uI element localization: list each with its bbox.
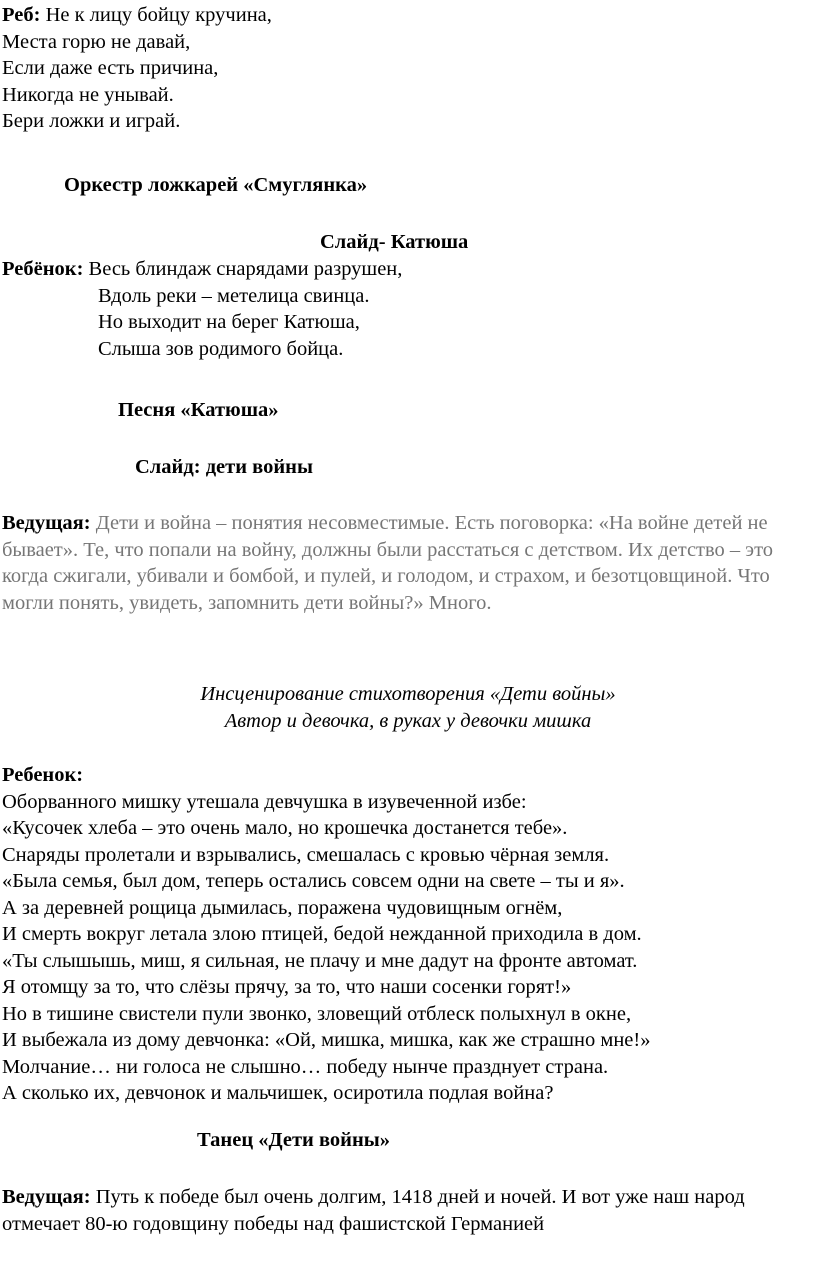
poem-line: И смерть вокруг летала злою птицей, бедой нежданной приходила в дом.	[2, 923, 642, 945]
poem-line: Вдоль реки – метелица свинца.	[98, 284, 370, 307]
poem-line: Оборванного мишку утешала девчушка в изувеченной избе:	[2, 790, 527, 813]
staging-line-2: Автор и девочка, в руках у девочки мишка	[224, 709, 592, 732]
slide-katyusha-heading: Слайд- Катюша	[320, 231, 469, 253]
orchestra-heading: Оркестр ложкарей «Смуглянка»	[64, 174, 368, 196]
poem-line: Ребёнок: Весь блиндаж снарядами разрушен,	[2, 258, 403, 280]
poem-line: А сколько их, девчонок и мальчишек, осиротила подлая война?	[2, 1082, 554, 1104]
poem-line: Молчание… ни голоса не слышно… победу нынче празднует страна.	[2, 1055, 609, 1078]
slide-children-heading: Слайд: дети войны	[135, 456, 313, 478]
song-heading: Песня «Катюша»	[118, 399, 279, 421]
poem-rebenok-2	[2, 256, 816, 362]
speaker-label: Реб:	[2, 4, 41, 26]
host-text: Путь к победе был очень долгим, 1418 дней и ночей. И вот уже наш народ отмечает 80-ю годовщину победы над фашистской Германией	[2, 1186, 745, 1235]
host-text: Дети и война – понятия несовместимые. Есть поговорка: «На войне детей не бывает». Те, что попали на войну, должны были расстаться с детством. Их детство – это когда сжигали, убивали и бомбой, и пулей, и голодом, и страхом, и безотцовщиной. Что могли понять, увидеть, запомнить дети войны?» Много.	[2, 512, 774, 614]
poem-line: Но выходит на берег Катюша,	[98, 311, 360, 333]
poem-line: Я отомщу за то, что слёзы прячу, за то, что наши сосенки горят!»	[2, 976, 572, 998]
staging-line-1: Инсценирование стихотворения «Дети войны»	[200, 683, 616, 705]
speaker-label: Ребенок:	[2, 764, 84, 786]
host-paragraph-2	[2, 1184, 814, 1237]
poem-rebenok-1	[2, 2, 816, 135]
poem-line: Реб: Не к лицу бойцу кручина,	[2, 4, 272, 26]
speaker-label: Ребёнок:	[2, 258, 84, 280]
poem-line: Бери ложки и играй.	[2, 110, 181, 132]
poem-line: «Была семья, был дом, теперь остались совсем одни на свете – ты и я».	[2, 870, 625, 892]
poem-line: «Кусочек хлеба – это очень мало, но крошечка достанется тебе».	[2, 817, 568, 839]
dance-heading: Танец «Дети войны»	[197, 1129, 391, 1151]
staging-note	[0, 681, 816, 734]
poem-line: Снаряды пролетали и взрывались, смешалась с кровью чёрная земля.	[2, 843, 610, 866]
poem-line: «Ты слышышь, миш, я сильная, не плачу и мне дадут на фронте автомат.	[2, 949, 638, 972]
poem-line: Но в тишине свистели пули звонко, зловещий отблеск полыхнул в окне,	[2, 1002, 632, 1025]
speaker-label: Ведущая:	[2, 512, 91, 534]
poem-line: И выбежала из дому девчонка: «Ой, мишка, мишка, как же страшно мне!»	[2, 1029, 651, 1051]
poem-rebenok-3	[2, 762, 816, 1107]
poem-line: Слыша зов родимого бойца.	[98, 337, 344, 360]
poem-line: Места горю не давай,	[2, 30, 191, 53]
poem-line: Если даже есть причина,	[2, 57, 219, 79]
speaker-label: Ведущая:	[2, 1186, 91, 1208]
poem-line: А за деревней рощица дымилась, поражена чудовищным огнём,	[2, 896, 563, 919]
host-paragraph-1	[2, 510, 814, 616]
poem-line: Никогда не унывай.	[2, 83, 174, 106]
